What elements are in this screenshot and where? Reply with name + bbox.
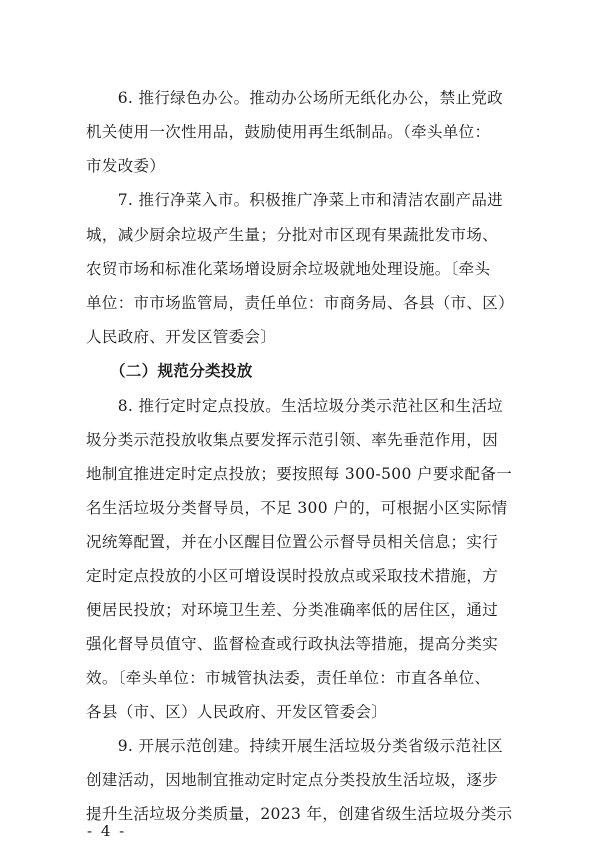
text-line: 创建活动，因地制宜推动定时定点分类投放生活垃圾，逐步 — [86, 771, 499, 789]
text-line: 单位：市市场监管局，责任单位：市商务局、各县（市、区） — [86, 294, 514, 312]
text-line: 农贸市场和标准化菜场增设厨余垃圾就地处理设施。〔牵头 — [86, 260, 491, 278]
text-line: 地制宜推进定时定点投放；要按照每 300-500 户要求配备一 — [86, 465, 513, 483]
page-number: - 4 - — [87, 822, 127, 840]
text-line: 强化督导员值守、监督检查或行政执法等措施，提高分类实 — [86, 635, 499, 653]
text-line: 9. 开展示范创建。持续开展生活垃圾分类省级示范社区 — [86, 737, 504, 755]
text-line: 效。〔牵头单位：市城管执法委，责任单位：市直各单位、 — [86, 669, 491, 687]
text-line: 7. 推行净菜入市。积极推广净菜上市和清洁农副产品进 — [86, 191, 504, 209]
text-line: 提升生活垃圾分类质量，2023 年，创建省级生活垃圾分类示 — [86, 805, 513, 823]
text-line: 市发改委） — [86, 157, 166, 175]
text-line: 名生活垃圾分类督导员，不足 300 户的，可根据小区实际情 — [86, 499, 508, 517]
text-line: 6. 推行绿色办公。推动办公场所无纸化办公，禁止党政 — [86, 89, 504, 107]
text-line: 人民政府、开发区管委会〕 — [86, 328, 277, 346]
text-line: 机关使用一次性用品，鼓励使用再生纸制品。（牵头单位： — [86, 123, 491, 141]
text-line: 圾分类示范投放收集点要发挥示范引领、率先垂范作用，因 — [86, 431, 499, 449]
text-line: 城，减少厨余垃圾产生量；分批对市区现有果蔬批发市场、 — [86, 226, 499, 244]
text-line: 定时定点投放的小区可增设误时投放点或采取技术措施，方 — [86, 567, 499, 585]
text-line: 便居民投放；对环境卫生差、分类准确率低的居住区，通过 — [86, 601, 499, 619]
text-line: 况统筹配置，并在小区醒目位置公示督导员相关信息；实行 — [86, 533, 499, 551]
text-line: 各县（市、区）人民政府、开发区管委会〕 — [86, 703, 388, 721]
section-heading: （二）规范分类投放 — [86, 361, 253, 380]
text-line: 8. 推行定时定点投放。生活垃圾分类示范社区和生活垃 — [86, 397, 504, 415]
